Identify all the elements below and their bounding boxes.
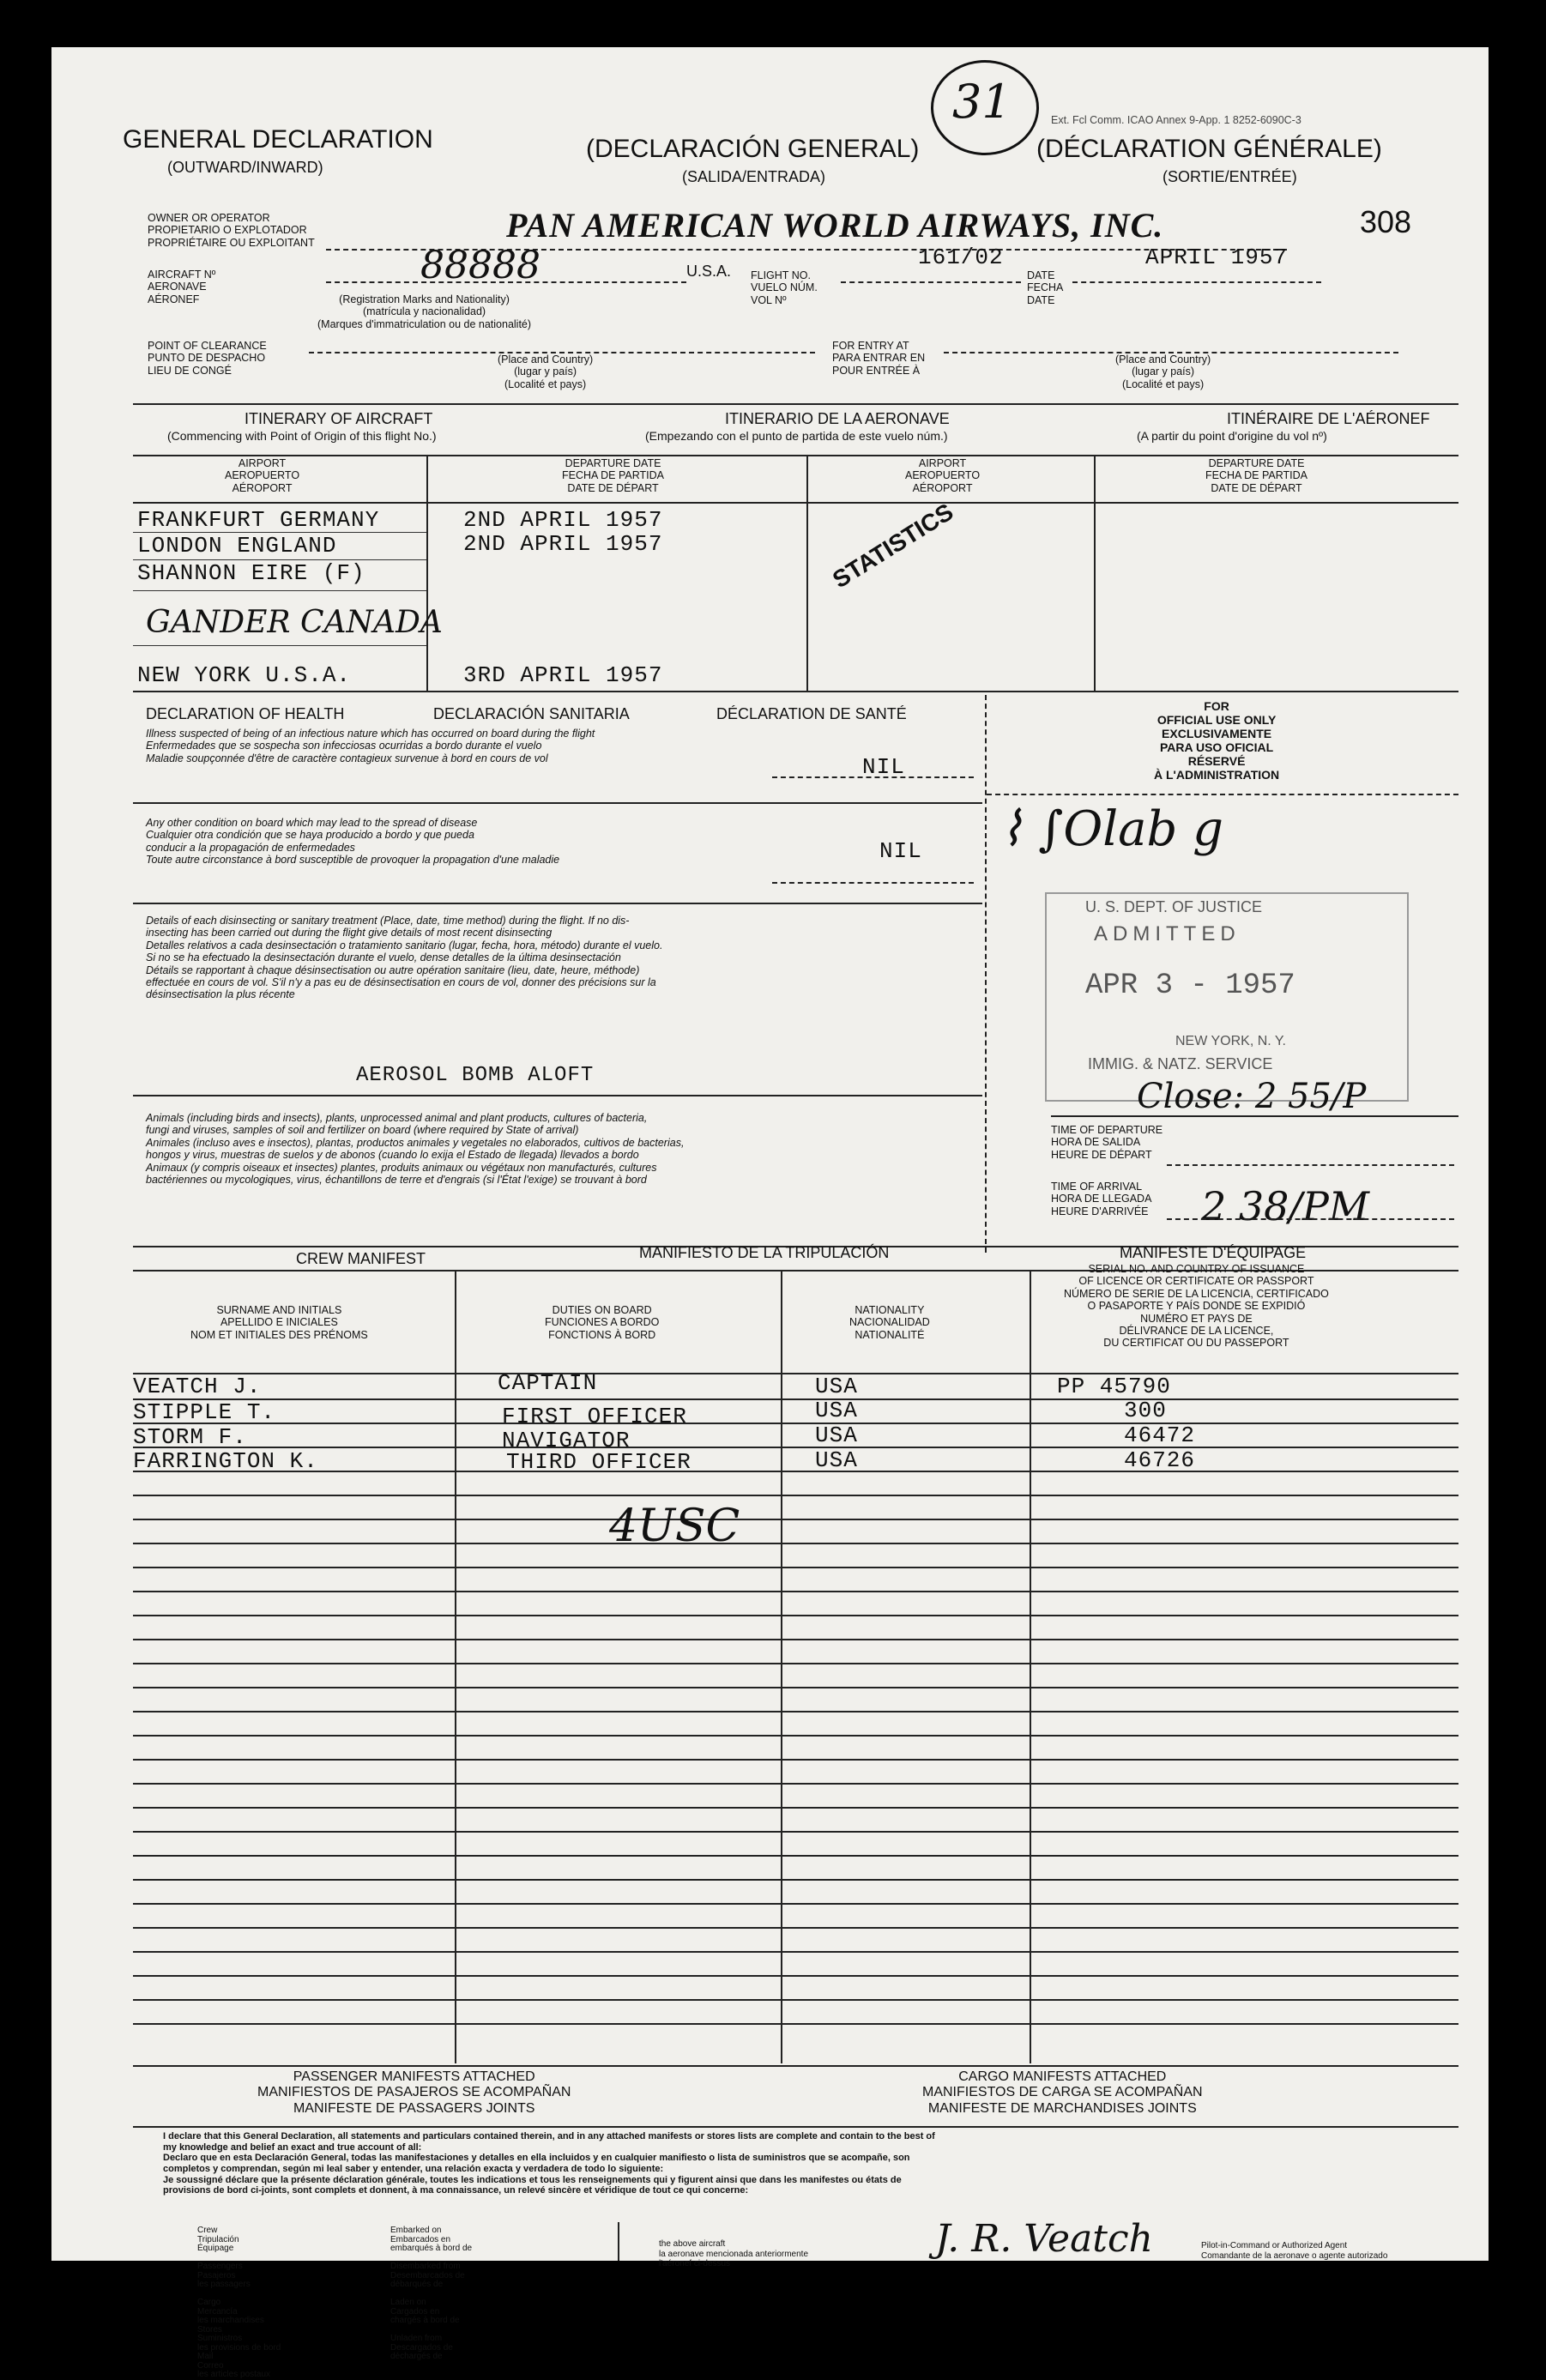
- subtitle-fr: (SORTIE/ENTRÉE): [1163, 168, 1297, 185]
- subtitle-en: (OUTWARD/INWARD): [167, 159, 323, 176]
- crew-license-3: 46726: [1124, 1447, 1196, 1473]
- health-title-fr: DÉCLARATION DE SANTÉ: [716, 705, 907, 722]
- itinerary-airport-1: LONDON ENGLAND: [137, 533, 337, 559]
- signature-value: J. R. Veatch: [935, 2217, 1153, 2261]
- admission-stamp-city: NEW YORK, N. Y.: [1175, 1034, 1286, 1048]
- itinerary-airport-3: GANDER CANADA: [146, 605, 443, 640]
- itinerary-airport-0: FRANKFURT GERMANY: [137, 507, 380, 533]
- title-fr: (DÉCLARATION GÉNÉRALE): [1036, 135, 1382, 163]
- crew-title-es: MANIFIESTO DE LA TRIPULACIÓN: [639, 1244, 890, 1261]
- crew-col-license: SERIAL NO. AND COUNTRY OF ISSUANCE OF LICENCE OR CERTIFICATE OR PASSPORT NÚMERO DE SERIE DE LA LICENCIA, CERTIFICADO O PASAPORTE Y PAÍS DONDE SE EXPIDIÓ NUMÉRO ET PAYS DE DÉLIVRANCE DE LA LICENCE, DU CERTIFICAT OU DU PASSEPORT: [1064, 1263, 1329, 1350]
- itinerary-date-0: 2ND APRIL 1957: [463, 507, 663, 533]
- health-disinsect-text: Details of each disinsecting or sanitary treatment (Place, date, time method) during the flight. If no dis- insecting has been carried out during the flight give details of most recent disinsecting Detalles relativos a cada desinsectación o tratamiento sanitario (lugar, fecha, hora, método) durante el vuelo. Si no se ha efectuado la desinsectación durante el vuelo, dense detalles de la última desinsectación Détails se rapportant à chaque désinsectisation ou autre opération sanitaire (lieu, date, heure, méthode) effectuée en cours de vol. S'il n'y a pas eu de désinsectisation en cours de vol, donner des précisions sur la désinsectisation la plus récente: [146, 915, 663, 1001]
- crew-name-1: STIPPLE T.: [133, 1399, 276, 1425]
- crew-duty-3: THIRD OFFICER: [506, 1449, 691, 1475]
- arrival-time-label: TIME OF ARRIVAL HORA DE LLEGADA HEURE D'ARRIVÉE: [1051, 1181, 1152, 1217]
- passenger-manifests: PASSENGER MANIFESTS ATTACHED MANIFIESTOS DE PASAJEROS SE ACOMPAÑAN MANIFESTE DE PASSAGERS JOINTS: [257, 2069, 571, 2116]
- declaration-mid-labels: Embarked on Embarcados en embarqués à bord de Disembarked from Desembarcados de débarqués de Laden on Cargados en chargés à bord de Unladen from Descargados de déchargés de: [390, 2226, 473, 2361]
- itinerary-sub-es: (Empezando con el punto de partida de este vuelo núm.): [645, 429, 948, 443]
- crew-nationality-0: USA: [815, 1374, 858, 1399]
- crew-duty-2: NAVIGATOR: [502, 1428, 631, 1453]
- crew-nationality-3: USA: [815, 1447, 858, 1473]
- health-title-es: DECLARACIÓN SANITARIA: [433, 705, 630, 722]
- crew-col-duties: DUTIES ON BOARD FUNCIONES A BORDO FONCTIONS À BORD: [545, 1304, 660, 1341]
- health-other-text: Any other condition on board which may lead to the spread of disease Cualquier otra condición que se haya producido a bordo y que pueda conducir a la propagación de enfermedades Toute autre circonstance à bord susceptible de provoquer la propagation d'une maladie: [146, 817, 560, 867]
- signer-note: Pilot-in-Command or Authorized Agent Comandante de la aeronave o agente autorizado: [1201, 2241, 1388, 2261]
- entry-place-label: (Place and Country) (lugar y país) (Localité et pays): [1115, 353, 1211, 390]
- crew-col-nationality: NATIONALITY NACIONALIDAD NATIONALITÉ: [849, 1304, 930, 1341]
- crew-title-fr: MANIFESTE D'ÉQUIPAGE: [1120, 1244, 1307, 1261]
- cargo-manifests: CARGO MANIFESTS ATTACHED MANIFIESTOS DE CARGA SE ACOMPAÑAN MANIFESTE DE MARCHANDISES JOINTS: [922, 2069, 1203, 2116]
- crew-col-name: SURNAME AND INITIALS APELLIDO E INICIALES NOM ET INITIALES DES PRÉNOMS: [190, 1304, 368, 1341]
- itinerary-sub-fr: (A partir du point d'origine du vol nº): [1137, 429, 1327, 443]
- admission-stamp-date: APR 3 - 1957: [1085, 970, 1295, 1002]
- col-departure-1: DEPARTURE DATE FECHA DE PARTIDA DATE DE DÉPART: [562, 457, 665, 494]
- date-value: APRIL 1957: [1145, 245, 1289, 270]
- crew-duty-0: CAPTAIN: [498, 1370, 598, 1396]
- itinerary-title-es: ITINERARIO DE LA AERONAVE: [725, 410, 950, 427]
- health-title-en: DECLARATION OF HEALTH: [146, 705, 345, 722]
- admission-stamp-admitted: ADMITTED: [1094, 922, 1241, 945]
- title-es: (DECLARACIÓN GENERAL): [586, 135, 920, 163]
- aircraft-nation: U.S.A.: [686, 263, 732, 280]
- crew-license-1: 300: [1124, 1398, 1167, 1423]
- itinerary-airport-4: NEW YORK U.S.A.: [137, 662, 352, 688]
- statistics-stamp: STATISTICS: [828, 498, 958, 594]
- clearance-label: POINT OF CLEARANCE PUNTO DE DESPACHO LIEU DE CONGÉ: [148, 340, 267, 377]
- clearance-place-label: (Place and Country) (lugar y país) (Localité et pays): [498, 353, 594, 390]
- departure-time-label: TIME OF DEPARTURE HORA DE SALIDA HEURE DE DÉPART: [1051, 1124, 1163, 1161]
- aircraft-value: 88888: [420, 244, 540, 287]
- itinerary-date-1: 2ND APRIL 1957: [463, 531, 663, 557]
- crew-nationality-1: USA: [815, 1398, 858, 1423]
- page-number: 308: [1360, 204, 1412, 239]
- declaration-text: I declare that this General Declaration, all statements and particulars contained therein, and in any attached manifests or stores lists are complete and contain to the best of my knowledge and belief an exact and true account of all: Declaro que en esta Declaración General, todas las manifestaciones y detalles en ella incluidos y en cualquier manifiesto o lista de suministros que se acompañe, son completos y comprendan, según mi leal saber y entender, una relación exacta y verdadera de todo lo siguiente: Je soussigné déclare que la présente déclaration générale, toutes les indications et tous les renseignements qui y figurent ainsi que dans les manifestes ou états de provisions de bord ci-joints, sont complets et donnent, à ma connaissance, un relevé sincère et véridique de tout ce qui concerne:: [163, 2131, 935, 2196]
- form-reference: Ext. Fcl Comm. ICAO Annex 9-App. 1 8252-6090C-3: [1051, 114, 1301, 126]
- close-time-note: Close: 2 55/P: [1137, 1077, 1367, 1116]
- col-airport-2: AIRPORT AEROPUERTO AÉROPORT: [905, 457, 981, 494]
- flight-label: FLIGHT NO. VUELO NÚM. VOL Nº: [751, 269, 818, 306]
- itinerary-date-4: 3RD APRIL 1957: [463, 662, 663, 688]
- circled-number: 31: [952, 75, 1012, 129]
- crew-title-en: CREW MANIFEST: [296, 1250, 426, 1267]
- health-illness-value: NIL: [862, 754, 905, 780]
- entry-label: FOR ENTRY AT PARA ENTRAR EN POUR ENTRÉE À: [832, 340, 926, 377]
- crew-name-0: VEATCH J.: [133, 1374, 262, 1399]
- health-disinsect-value: AEROSOL BOMB ALOFT: [356, 1064, 595, 1087]
- declaration-aircraft-note: the above aircraft la aeronave mencionada anteriormente l'aéronef ci-dessus: [659, 2239, 808, 2268]
- admission-stamp-dept: U. S. DEPT. OF JUSTICE: [1085, 898, 1263, 915]
- aircraft-marks-label: (Registration Marks and Nationality) (matrícula y nacionalidad) (Marques d'immatriculation ou de nationalité): [317, 293, 532, 330]
- aircraft-label: AIRCRAFT Nº AERONAVE AÉRONEF: [148, 269, 216, 305]
- col-airport-1: AIRPORT AEROPUERTO AÉROPORT: [225, 457, 300, 494]
- admission-stamp-service: IMMIG. & NATZ. SERVICE: [1088, 1055, 1273, 1072]
- crew-duty-1: FIRST OFFICER: [502, 1404, 687, 1429]
- flight-value: 161/02: [918, 245, 1004, 270]
- health-illness-text: Illness suspected of being of an infectious nature which has occurred on board during the flight Enfermedades que se sospecha son infecciosas ocurridas a bordo durante el vuelo Maladie soupçonnée d'être de caractère contagieux survenue à bord en cours de vol: [146, 728, 595, 764]
- health-animals-text: Animals (including birds and insects), plants, unprocessed animal and plant products, cultures of bacteria, fungi and viruses, samples of soil and fertilizer on board (where required by State of arrival) Animales (incluso aves e insectos), plantas, productos animales y vegetales no elaborados, cultivos de bacterias, hongos y virus, muestras de suelos y de abonos (cuando lo exija el Estado de llegada) llevados a bordo Animaux (y compris oiseaux et insectes) plantes, produits animaux ou végétaux non manufacturés, cultures bactériennes ou mycologiques, virus, échantillons de terre et d'engrais (si l'État l'exige) se trouvant à bord: [146, 1112, 685, 1186]
- health-other-value: NIL: [879, 838, 922, 864]
- owner-value: PAN AMERICAN WORLD AIRWAYS, INC.: [506, 206, 1164, 245]
- itinerary-title-fr: ITINÉRAIRE DE L'AÉRONEF: [1227, 410, 1430, 427]
- date-label: DATE FECHA DATE: [1027, 269, 1064, 306]
- itinerary-airport-2: SHANNON EIRE (F): [137, 560, 365, 586]
- crew-name-2: STORM F.: [133, 1424, 247, 1450]
- col-departure-2: DEPARTURE DATE FECHA DE PARTIDA DATE DE DÉPART: [1205, 457, 1308, 494]
- official-signature: ⌇ ∫Olab g: [999, 801, 1224, 857]
- itinerary-sub-en: (Commencing with Point of Origin of this flight No.): [167, 429, 437, 443]
- crew-name-3: FARRINGTON K.: [133, 1448, 318, 1474]
- owner-label: OWNER OR OPERATOR PROPIETARIO O EXPLOTADOR PROPRIÉTAIRE OU EXPLOITANT: [148, 212, 315, 249]
- crew-license-2: 46472: [1124, 1423, 1196, 1448]
- itinerary-title-en: ITINERARY OF AIRCRAFT: [245, 410, 433, 427]
- official-use-label: FOR OFFICIAL USE ONLY EXCLUSIVAMENTE PARA USO OFICIAL RÉSERVÉ À L'ADMINISTRATION: [1154, 699, 1280, 782]
- arrival-time-value: 2 38/PM: [1201, 1183, 1369, 1229]
- crew-handwritten-note: 4USC: [609, 1501, 740, 1552]
- title-en: GENERAL DECLARATION: [123, 125, 433, 154]
- subtitle-es: (SALIDA/ENTRADA): [682, 168, 826, 185]
- declaration-left-labels: Crew Tripulación Équipage Passengers Pasajeros les passagers Cargo Mercancía les marchandises Stores Suministros les provisions de bord Mail Correo les articles postaux: [197, 2226, 281, 2379]
- crew-license-0: PP 45790: [1057, 1374, 1171, 1399]
- crew-nationality-2: USA: [815, 1423, 858, 1448]
